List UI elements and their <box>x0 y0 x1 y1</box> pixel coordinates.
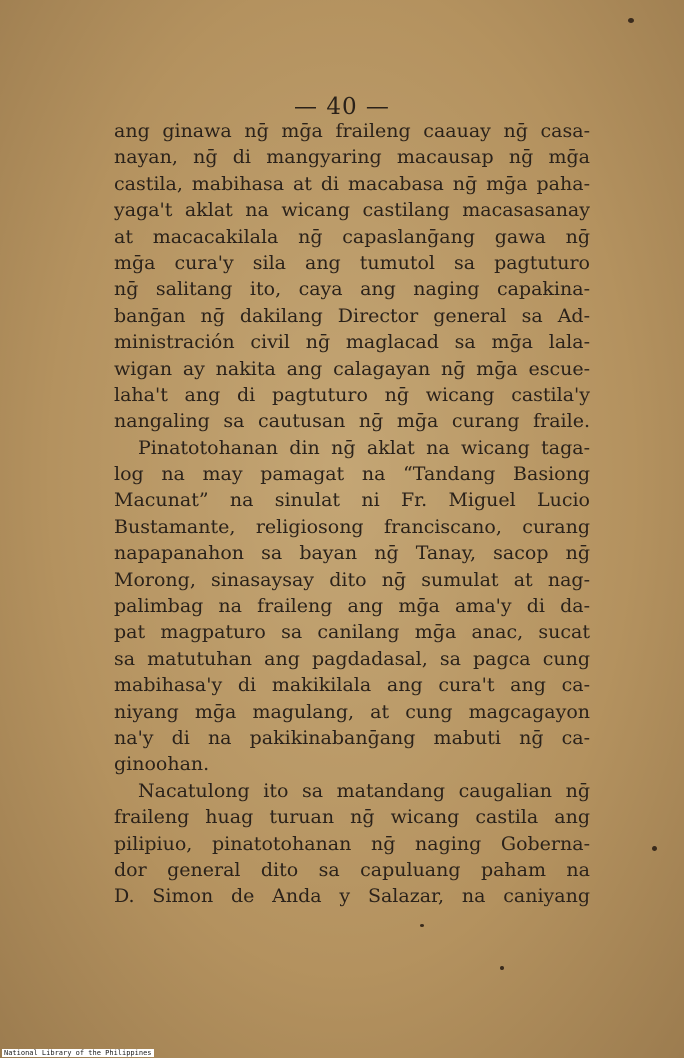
text-line: laha't ang di pagtuturo nḡ wicang castila'y <box>114 383 590 406</box>
page-number: — 40 — <box>294 94 390 120</box>
text-line: niyang mḡa magulang, at cung magcagayon <box>114 700 590 723</box>
text-line: fraileng huag turuan nḡ wicang castila ang <box>114 806 590 829</box>
text-line: pilipiuo, pinatotohanan nḡ naging Goberna- <box>114 832 590 855</box>
text-line: mḡa cura'y sila ang tumutol sa pagtuturo <box>114 251 590 274</box>
text-line: Pinatotohanan din nḡ aklat na wicang taga- <box>138 436 590 459</box>
text-line: palimbag na fraileng ang mḡa ama'y di da- <box>114 595 590 618</box>
text-line: mabihasa'y di makikilala ang cura't ang ca- <box>114 674 590 697</box>
paper-speck <box>420 924 424 927</box>
text-line: Bustamante, religiosong franciscano, curang <box>114 515 590 538</box>
text-line: sa matutuhan ang pagdadasal, sa pagca cung <box>114 647 590 670</box>
text-line: Macunat” na sinulat ni Fr. Miguel Lucio <box>114 489 590 512</box>
text-line: pat magpaturo sa canilang mḡa anac, sucat <box>114 621 590 644</box>
text-line: nayan, nḡ di mangyaring macausap nḡ mḡa <box>114 146 590 169</box>
library-footer: National Library of the Philippines <box>4 1049 152 1057</box>
text-line: napapanahon sa bayan nḡ Tanay, sacop nḡ <box>114 542 590 565</box>
text-line: wigan ay nakita ang calagayan nḡ mḡa escue- <box>114 357 590 380</box>
text-line: nḡ salitang ito, caya ang naging capakina- <box>114 278 590 301</box>
text-line: nangaling sa cautusan nḡ mḡa curang fraile. <box>114 410 590 433</box>
text-line: at macacakilala nḡ capaslanḡang gawa nḡ <box>114 225 590 248</box>
text-line: dor general dito sa capuluang paham na <box>114 858 590 881</box>
text-line: log na may pamagat na “Tandang Basiong <box>114 463 590 486</box>
text-line: D. Simon de Anda y Salazar, na caniyang <box>114 885 590 908</box>
text-line: ministración civil nḡ maglacad sa mḡa lala- <box>114 331 590 354</box>
paper-speck <box>628 18 634 23</box>
paper-speck <box>652 846 657 851</box>
text-line: Nacatulong ito sa matandang caugalian nḡ <box>138 779 590 802</box>
text-line: castila, mabihasa at di macabasa nḡ mḡa paha- <box>114 172 590 195</box>
paper-speck <box>500 966 504 970</box>
text-line: yaga't aklat na wicang castilang macasasanay <box>114 199 590 222</box>
body-text <box>114 118 590 910</box>
text-line: banḡan nḡ dakilang Director general sa Ad- <box>114 304 590 327</box>
text-line: Morong, sinasaysay dito nḡ sumulat at nag- <box>114 568 590 591</box>
text-line: ginoohan. <box>114 753 210 776</box>
text-line: ang ginawa nḡ mḡa fraileng caauay nḡ casa- <box>114 120 590 142</box>
text-line: na'y di na pakikinabanḡang mabuti nḡ ca- <box>114 726 590 749</box>
